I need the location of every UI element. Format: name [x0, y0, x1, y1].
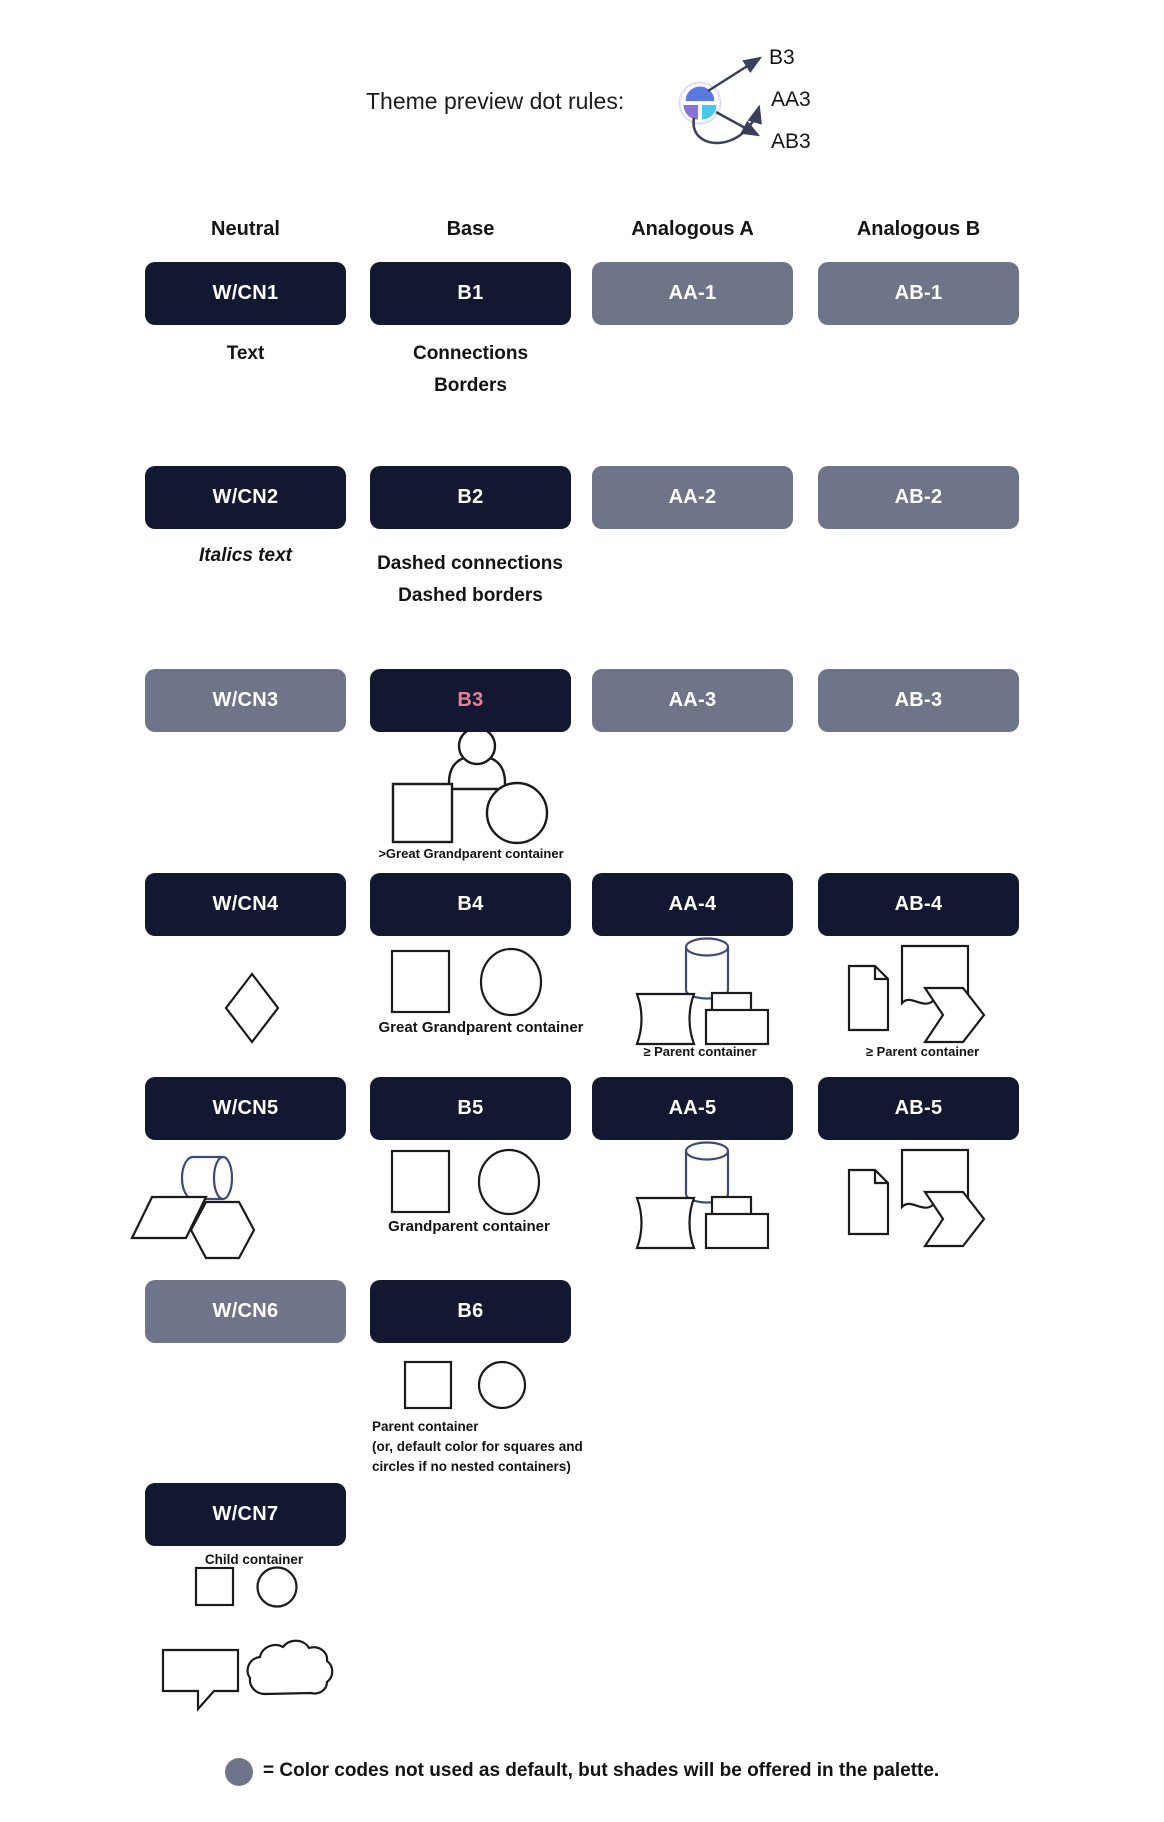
column-header-analogous-a: Analogous A	[631, 218, 754, 240]
dot-label-b3: B3	[769, 46, 795, 69]
document-fold	[875, 966, 888, 979]
ab5-shape-cluster	[849, 1150, 984, 1246]
wcn7-shape-cluster	[163, 1568, 332, 1710]
person-icon	[449, 756, 505, 789]
caption-parent-note-2: circles if no nested containers)	[372, 1459, 571, 1474]
swatch-wcn1: W/CN1	[145, 262, 346, 325]
h-cylinder-shape	[182, 1157, 223, 1199]
circle-shape	[479, 1150, 539, 1214]
hexagon-shape	[191, 1202, 254, 1258]
square-shape	[196, 1568, 233, 1605]
square-shape	[392, 951, 449, 1012]
cylinder-shape	[686, 947, 728, 999]
swatch-wcn3: W/CN3	[145, 669, 346, 732]
caption-italics-text: Italics text	[199, 545, 292, 566]
caption-great-grandparent-gt: >Great Grandparent container	[378, 846, 564, 861]
swatch-wcn5: W/CN5	[145, 1077, 346, 1140]
h-cylinder-end	[214, 1157, 232, 1199]
swatch-wcn6: W/CN6	[145, 1280, 346, 1343]
square-shape	[405, 1362, 451, 1408]
small-rect-shape	[712, 993, 751, 1012]
b5-shape-cluster	[392, 1150, 539, 1214]
aa5-shape-cluster	[637, 1143, 768, 1249]
theme-preview-dot-icon	[680, 83, 721, 124]
caption-dashed-borders: Dashed borders	[398, 585, 543, 606]
swatch-wcn2: W/CN2	[145, 466, 346, 529]
swatch-aa2: AA-2	[592, 466, 793, 529]
swatch-ab3: AB-3	[818, 669, 1019, 732]
speech-bubble-shape	[163, 1650, 238, 1709]
swatch-wcn4: W/CN4	[145, 873, 346, 936]
cylinder-top	[686, 939, 728, 956]
person-head-icon	[459, 728, 495, 764]
swatch-ab5: AB-5	[818, 1077, 1019, 1140]
caption-borders: Borders	[434, 375, 507, 396]
caption-aa-parent-container: ≥ Parent container	[643, 1044, 757, 1059]
square-shape	[392, 1151, 449, 1212]
swatch-ab2: AB-2	[818, 466, 1019, 529]
document-shape	[849, 966, 888, 1030]
caption-parent-note-1: (or, default color for squares and	[372, 1439, 583, 1454]
gray-dot-icon	[225, 1758, 253, 1786]
diamond-shape	[226, 974, 278, 1042]
parallelogram-shape	[132, 1197, 206, 1238]
swatch-b3	[370, 669, 571, 732]
swatch-aa5: AA-5	[592, 1077, 793, 1140]
swatch-b4: B4	[370, 873, 571, 936]
column-header-neutral: Neutral	[211, 218, 280, 240]
swatch-ab1: AB-1	[818, 262, 1019, 325]
swatch-b1: B1	[370, 262, 571, 325]
circle-shape	[258, 1568, 297, 1607]
curved-rect-shape	[637, 994, 694, 1044]
swatch-b5: B5	[370, 1077, 571, 1140]
swatch-ab4: AB-4	[818, 873, 1019, 936]
swatch-aa4: AA-4	[592, 873, 793, 936]
dot-label-aa3: AA3	[771, 88, 811, 111]
arrow-to-aa3	[694, 107, 759, 143]
wcn5-shape-cluster	[132, 1157, 254, 1258]
circle-shape	[487, 783, 547, 843]
dot-label-ab3: AB3	[771, 130, 811, 153]
caption-ab-parent-container: ≥ Parent container	[865, 1044, 980, 1059]
cloud-shape	[248, 1641, 333, 1694]
chevron-shape	[925, 988, 984, 1042]
torn-sheet-shape	[902, 946, 968, 1004]
dot-rule-arrows	[694, 58, 760, 143]
caption-great-grandparent: Great Grandparent container	[378, 1019, 584, 1036]
b6-shape-cluster	[405, 1362, 525, 1408]
caption-child-container: Child container	[204, 1552, 304, 1567]
caption-grandparent: Grandparent container	[388, 1218, 550, 1235]
column-header-analogous-b: Analogous B	[856, 218, 981, 240]
circle-shape	[481, 949, 541, 1015]
swatch-b2: B2	[370, 466, 571, 529]
swatch-aa1: AA-1	[592, 262, 793, 325]
caption-connections: Connections	[412, 343, 529, 364]
swatch-aa3: AA-3	[592, 669, 793, 732]
legend-text: = Color codes not used as default, but shades will be offered in the palette.	[263, 1760, 940, 1781]
caption-text: Text	[226, 343, 265, 364]
circle-shape	[479, 1362, 525, 1408]
b3-shape-cluster	[393, 728, 547, 843]
swatch-b6: B6	[370, 1280, 571, 1343]
page-title: Theme preview dot rules:	[366, 88, 625, 114]
large-rect-shape	[706, 1010, 768, 1044]
swatch-wcn7: W/CN7	[145, 1483, 346, 1546]
wcn4-shape-cluster	[226, 974, 278, 1042]
column-header-base: Base	[446, 218, 495, 240]
swatch-b3-label: B3	[457, 689, 484, 711]
arrow-to-b3	[708, 58, 760, 91]
square-shape	[393, 784, 452, 842]
b4-shape-cluster	[392, 949, 541, 1015]
caption-dashed-connections: Dashed connections	[377, 553, 563, 574]
aa4-shape-cluster	[637, 939, 768, 1045]
arrow-to-ab3	[716, 112, 758, 135]
caption-parent-container: Parent container	[372, 1419, 479, 1434]
ab4-shape-cluster	[849, 946, 984, 1042]
